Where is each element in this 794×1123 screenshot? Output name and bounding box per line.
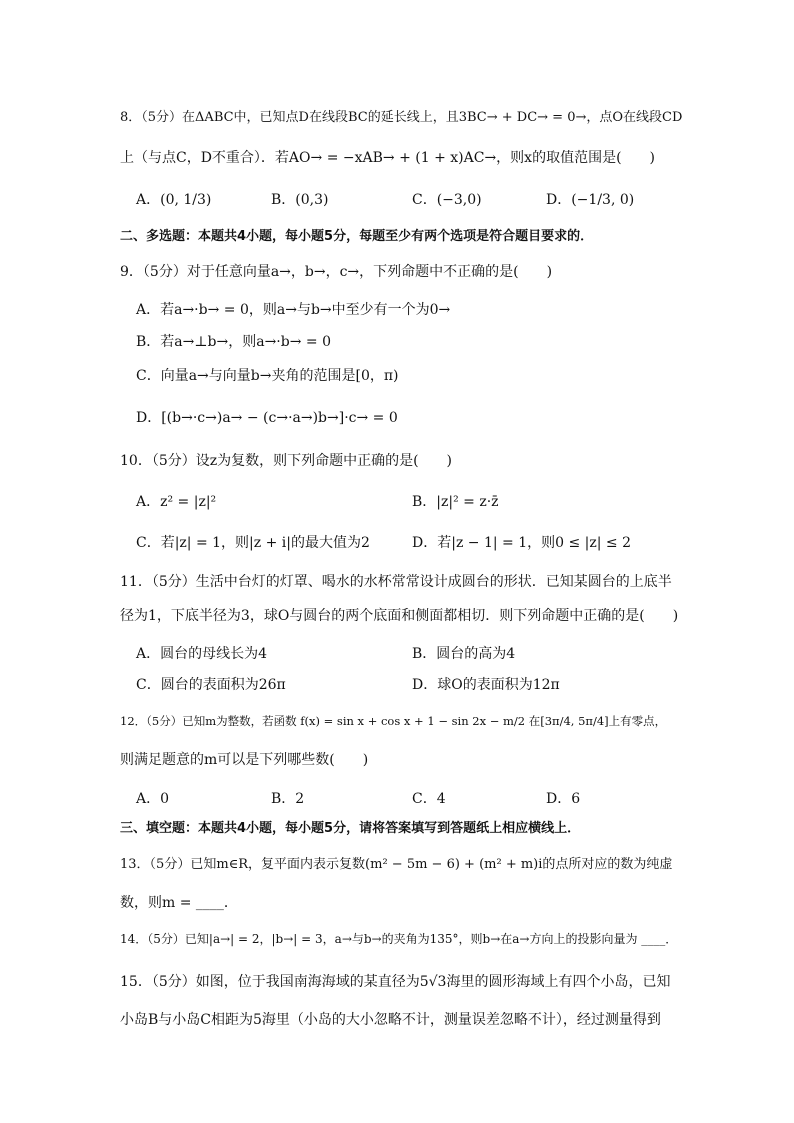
- q12-option-d: D．6: [546, 791, 581, 807]
- section-heading-multiple-choice: 二、多选题：本题共4小题，每小题5分，每题至少有两个选项是符合题目要求的．: [120, 229, 594, 244]
- q11-option-c: C．圆台的表面积为26π: [136, 677, 286, 693]
- q12-line1: 12．（5分）已知m为整数，若函数 f(x) = sin x + cos x + 1 − sin 2x − m/2 在[3π/4, 5π/4]上有零点，: [120, 714, 667, 728]
- q8-option-d: D．(−1/3, 0): [546, 192, 635, 208]
- q9-stem: 9．（5分）对于任意向量a→，b→，c→，下列命题中不正确的是( ): [120, 264, 553, 280]
- q10-option-c: C．若|z| = 1，则|z + i|的最大值为2: [136, 535, 370, 551]
- q13-line2: 数，则m = ____．: [120, 895, 238, 911]
- q9-option-a: A．若a→·b→ = 0，则a→与b→中至少有一个为0→: [136, 302, 451, 318]
- q12-option-a: A．0: [136, 791, 170, 807]
- q8-option-b: B．(0,3): [271, 192, 329, 208]
- q8-option-a: A．(0, 1/3): [136, 192, 212, 208]
- q12-line2: 则满足题意的m可以是下列哪些数( ): [120, 752, 369, 768]
- q12-option-b: B．2: [271, 791, 305, 807]
- q10-option-b: B．|z|² = z·z̄: [412, 494, 499, 510]
- q10-stem: 10．（5分）设z为复数，则下列命题中正确的是( ): [120, 453, 453, 469]
- q10-option-a: A．z² = |z|²: [136, 494, 217, 510]
- q8-option-c: C．(−3,0): [412, 192, 482, 208]
- q11-option-b: B．圆台的高为4: [412, 646, 516, 662]
- q10-option-d: D．若|z − 1| = 1，则0 ≤ |z| ≤ 2: [412, 535, 631, 551]
- q12-option-c: C．4: [412, 791, 446, 807]
- q8-line1: 8．（5分）在ΔABC中，已知点D在线段BC的延长线上，且3BC→ + DC→ = 0→，点O在线段CD: [120, 110, 683, 125]
- q11-line2: 径为1，下底半径为3，球O与圆台的两个底面和侧面都相切．则下列命题中正确的是( ): [120, 608, 679, 624]
- q15-line2: 小岛B与小岛C相距为5海里（小岛的大小忽略不计，测量误差忽略不计），经过测量得到: [120, 1012, 661, 1028]
- q11-option-d: D．球O的表面积为12π: [412, 677, 560, 693]
- q15-line1: 15．（5分）如图，位于我国南海海域的某直径为5√3海里的圆形海域上有四个小岛，已知: [120, 974, 671, 990]
- q9-option-c: C．向量a→与向量b→夹角的范围是[0，π): [136, 368, 399, 384]
- q8-line2: 上（与点C，D不重合）．若AO→ = −xAB→ + (1 + x)AC→，则x的取值范围是( ): [120, 150, 655, 166]
- q9-option-d: D．[(b→·c→)a→ − (c→·a→)b→]·c→ = 0: [136, 410, 398, 426]
- section-heading-fill-in: 三、填空题：本题共4小题，每小题5分，请将答案填写到答题纸上相应横线上．: [120, 821, 581, 836]
- q13-line1: 13．（5分）已知m∈R，复平面内表示复数(m² − 5m − 6) + (m² + m)i的点所对应的数为纯虚: [120, 857, 673, 872]
- q14-text: 14．（5分）已知|a→| = 2，|b→| = 3，a→与b→的夹角为135°，则b→在a→方向上的投影向量为 ____．: [120, 932, 678, 946]
- q11-option-a: A．圆台的母线长为4: [136, 646, 268, 662]
- q11-line1: 11．（5分）生活中台灯的灯罩、喝水的水杯常常设计成圆台的形状．已知某圆台的上底半: [120, 574, 672, 590]
- q9-option-b: B．若a→⊥b→，则a→·b→ = 0: [136, 334, 331, 350]
